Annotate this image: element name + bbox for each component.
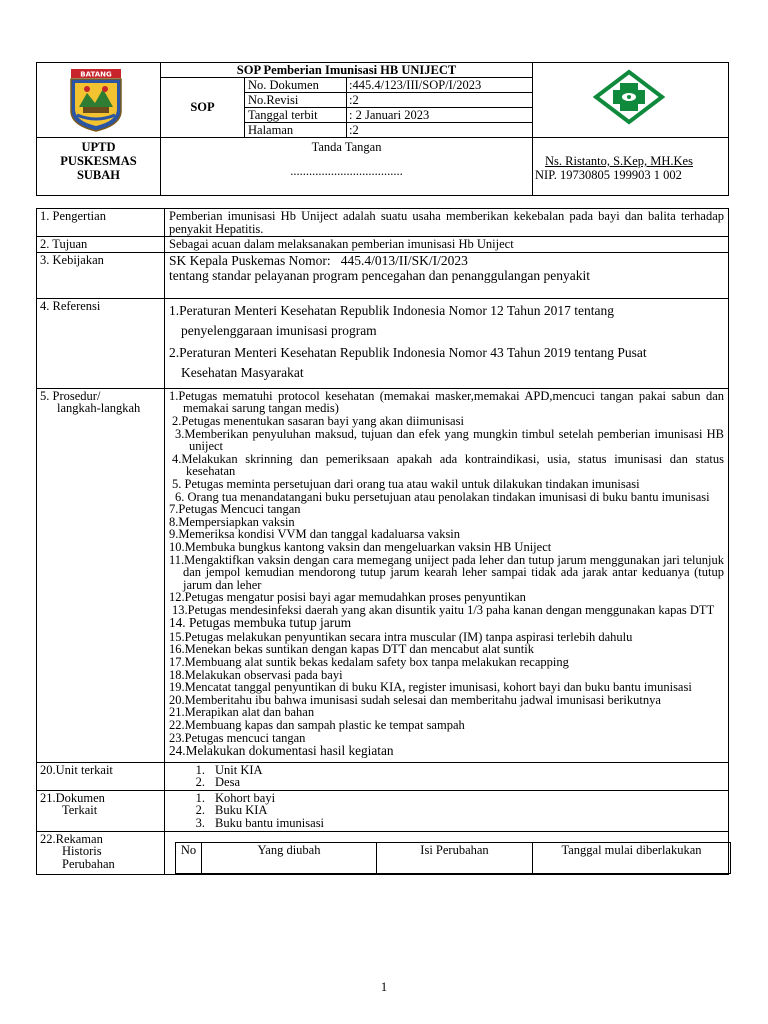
row-tujuan bbox=[37, 237, 729, 253]
row-rekaman bbox=[37, 831, 729, 874]
signer-cell bbox=[533, 138, 729, 196]
signer-nip: NIP. 19730805 199903 1 002 bbox=[535, 168, 682, 182]
step-1: 1.Petugas mematuhi protocol kesehatan (memakai masker,memakai APD,mencuci tangan pakai sabun dan memakai sarung tangan medis) bbox=[169, 388, 724, 416]
step-9: 9.Memeriksa kondisi VVM dan tanggal kadaluarsa vaksin bbox=[169, 527, 461, 542]
tanda-tangan-label: Tanda Tangan bbox=[311, 140, 382, 154]
unit-line-3: SUBAH bbox=[76, 168, 121, 182]
referensi-item-1-cont: penyelenggaraan imunisasi program bbox=[181, 322, 377, 338]
history-table bbox=[175, 842, 731, 874]
list-item: 1. Kohort bayi bbox=[195, 790, 276, 805]
list-item: 1. Unit KIA bbox=[195, 762, 263, 777]
kebijakan-nomor: 445.4/013/II/SK/I/2023 bbox=[340, 252, 468, 268]
text-tujuan: Sebagai acuan dalam melaksanakan pemberian imunisasi Hb Uniject bbox=[165, 237, 729, 253]
label-prosedur-1: 5. Prosedur/ bbox=[40, 388, 101, 403]
sop-header bbox=[36, 62, 729, 196]
label-pengertian: 1. Pengertian bbox=[37, 209, 165, 237]
step-4: 4.Melakukan skrinning dan pemeriksaan apakah ada kontraindikasi, usia, status imunisasi dan status kesehatan bbox=[172, 451, 724, 479]
label-rekaman-3: Perubahan bbox=[62, 856, 115, 871]
meta-value-halaman: :2 bbox=[347, 123, 533, 138]
list-item: 2. Desa bbox=[195, 775, 240, 790]
label-prosedur bbox=[37, 388, 165, 762]
rekaman-cell bbox=[165, 831, 729, 874]
page-number: 1 bbox=[380, 980, 388, 994]
unit-line-2: PUSKESMAS bbox=[60, 154, 137, 168]
step-24: 24.Melakukan dokumentasi hasil kegiatan bbox=[169, 743, 394, 759]
meta-value-dokumen: :445.4/123/III/SOP/I/2023 bbox=[347, 78, 533, 93]
list-item: 3. Buku bantu imunisasi bbox=[195, 816, 325, 830]
meta-value-revisi: :2 bbox=[347, 93, 533, 108]
history-col-tanggal: Tanggal mulai diberlakukan bbox=[533, 842, 731, 873]
batang-logo-text: BATANG bbox=[80, 70, 112, 79]
step-12: 12.Petugas mengatur posisi bayi agar memudahkan proses penyuntikan bbox=[169, 590, 526, 605]
step-17: 17.Membuang alat suntik bekas kedalam safety box tanpa melakukan recapping bbox=[169, 655, 569, 670]
referensi-item-1: 1.Peraturan Menteri Kesehatan Republik Indonesia Nomor 12 Tahun 2017 tentang bbox=[169, 302, 614, 318]
unit-line-1: UPTD bbox=[81, 140, 116, 154]
label-dokumen-2: Terkait bbox=[62, 803, 98, 818]
row-kebijakan bbox=[37, 252, 729, 298]
meta-label-revisi: No.Revisi bbox=[245, 93, 347, 108]
step-15: 15.Petugas melakukan penyuntikan secara intra muscular (IM) tanpa aspirasi terlebih dahulu bbox=[169, 629, 633, 644]
label-rekaman bbox=[37, 831, 165, 874]
text-kebijakan bbox=[165, 252, 729, 298]
unit-terkait-list bbox=[165, 762, 729, 790]
step-6: 6. Orang tua menandatangani buku persetujuan atau penolakan tindakan imunisasi di buku bantu imunisasi bbox=[175, 489, 710, 504]
batang-logo-cell bbox=[37, 63, 161, 138]
meta-value-tanggal: : 2 Januari 2023 bbox=[347, 108, 533, 123]
step-10: 10.Membuka bungkus kantong vaksin dan mengeluarkan vaksin HB Uniject bbox=[169, 539, 552, 554]
sop-body-table bbox=[36, 208, 729, 875]
signer-name: Ns. Ristanto, S.Kep, MH.Kes bbox=[545, 154, 693, 168]
label-rekaman-2: Historis bbox=[62, 844, 102, 859]
dokumen-terkait-list bbox=[165, 790, 729, 831]
step-14: 14. Petugas membuka tutup jarum bbox=[169, 615, 352, 631]
step-20: 20.Memberitahu ibu bahwa imunisasi sudah selesai dan memberitahu jadwal imunisasi berikutnya bbox=[169, 692, 661, 707]
step-3: 3.Memberikan penyuluhan maksud, tujuan dan efek yang mungkin timbul setelah pemberian imunisasi HB uniject bbox=[175, 426, 724, 454]
step-23: 23.Petugas mencuci tangan bbox=[169, 730, 306, 745]
referensi-item-2-cont: Kesehatan Masyarakat bbox=[181, 364, 304, 380]
meta-label-tanggal: Tanggal terbit bbox=[245, 108, 347, 123]
row-referensi bbox=[37, 298, 729, 388]
label-tujuan: 2. Tujuan bbox=[37, 237, 165, 253]
step-21: 21.Merapikan alat dan bahan bbox=[169, 705, 315, 720]
step-18: 18.Melakukan observasi pada bayi bbox=[169, 667, 343, 682]
puskesmas-logo-cell bbox=[533, 63, 729, 138]
row-pengertian bbox=[37, 209, 729, 237]
step-2: 2.Petugas menentukan sasaran bayi yang akan diimunisasi bbox=[172, 413, 464, 428]
label-rekaman-1: 22.Rekaman bbox=[40, 831, 103, 846]
step-13: 13.Petugas mendesinfeksi daerah yang akan disuntik yaitu 1/3 paha kanan dengan menggunakan kapas DTT bbox=[172, 602, 715, 617]
referensi-item-2: 2.Peraturan Menteri Kesehatan Republik Indonesia Nomor 43 Tahun 2019 tentang Pusat bbox=[169, 344, 647, 360]
kebijakan-tentang: tentang standar pelayanan program pencegahan dan penanggulangan penyakit bbox=[169, 267, 590, 283]
unit-name bbox=[37, 138, 161, 196]
prosedur-steps bbox=[165, 388, 729, 762]
text-referensi bbox=[165, 298, 729, 388]
step-19: 19.Mencatat tanggal penyuntikan di buku KIA, register imunisasi, kohort bayi dan buku bantu imunisasi bbox=[169, 680, 692, 695]
step-5: 5. Petugas meminta persetujuan dari orang tua atau wakil untuk dilakukan tindakan imunisasi bbox=[172, 476, 640, 491]
signature-dots: .................................... bbox=[290, 164, 403, 178]
label-dokumen-1: 21.Dokumen bbox=[40, 790, 105, 805]
sop-label: SOP bbox=[161, 78, 245, 138]
label-prosedur-2: langkah-langkah bbox=[57, 401, 141, 416]
puskesmas-logo-icon bbox=[593, 69, 665, 125]
label-dokumen-terkait bbox=[37, 790, 165, 831]
step-8: 8.Mempersiapkan vaksin bbox=[169, 514, 295, 529]
row-dokumen-terkait bbox=[37, 790, 729, 831]
kebijakan-sk: SK Kepala Puskemas Nomor: bbox=[169, 252, 331, 268]
label-kebijakan: 3. Kebijakan bbox=[37, 252, 165, 298]
step-16: 16.Menekan bekas suntikan dengan kapas DTT dan mencabut alat suntik bbox=[169, 642, 534, 657]
row-prosedur bbox=[37, 388, 729, 762]
history-col-no: No bbox=[176, 842, 202, 873]
history-col-yang-diubah: Yang diubah bbox=[202, 842, 377, 873]
meta-label-halaman: Halaman bbox=[245, 123, 347, 138]
history-col-isi: Isi Perubahan bbox=[377, 842, 533, 873]
batang-regency-emblem-icon bbox=[65, 67, 127, 133]
step-22: 22.Membuang kapas dan sampah plastic ke tempat sampah bbox=[169, 718, 465, 733]
step-11: 11.Mengaktifkan vaksin dengan cara memegang uniject pada leher dan tutup jarum menggunakan jari telunjuk dan jempol kemudian mendorong tutup jarum kearah leher sampai tidak ada jarak antar keduanya (tutup jarum dan leher bbox=[169, 552, 724, 592]
sop-title: SOP Pemberian Imunisasi HB UNIJECT bbox=[161, 63, 533, 78]
text-pengertian: Pemberian imunisasi Hb Uniject adalah suatu usaha memberikan kekebalan pada bayi dan balita terhadap penyakit Hepatitis. bbox=[165, 209, 729, 237]
label-referensi: 4. Referensi bbox=[37, 298, 165, 388]
meta-label-dokumen: No. Dokumen bbox=[245, 78, 347, 93]
label-unit-terkait: 20.Unit terkait bbox=[37, 762, 165, 790]
list-item: 2. Buku KIA bbox=[195, 803, 268, 818]
signature-area bbox=[161, 138, 533, 196]
step-7: 7.Petugas Mencuci tangan bbox=[169, 502, 301, 517]
row-unit-terkait bbox=[37, 762, 729, 790]
